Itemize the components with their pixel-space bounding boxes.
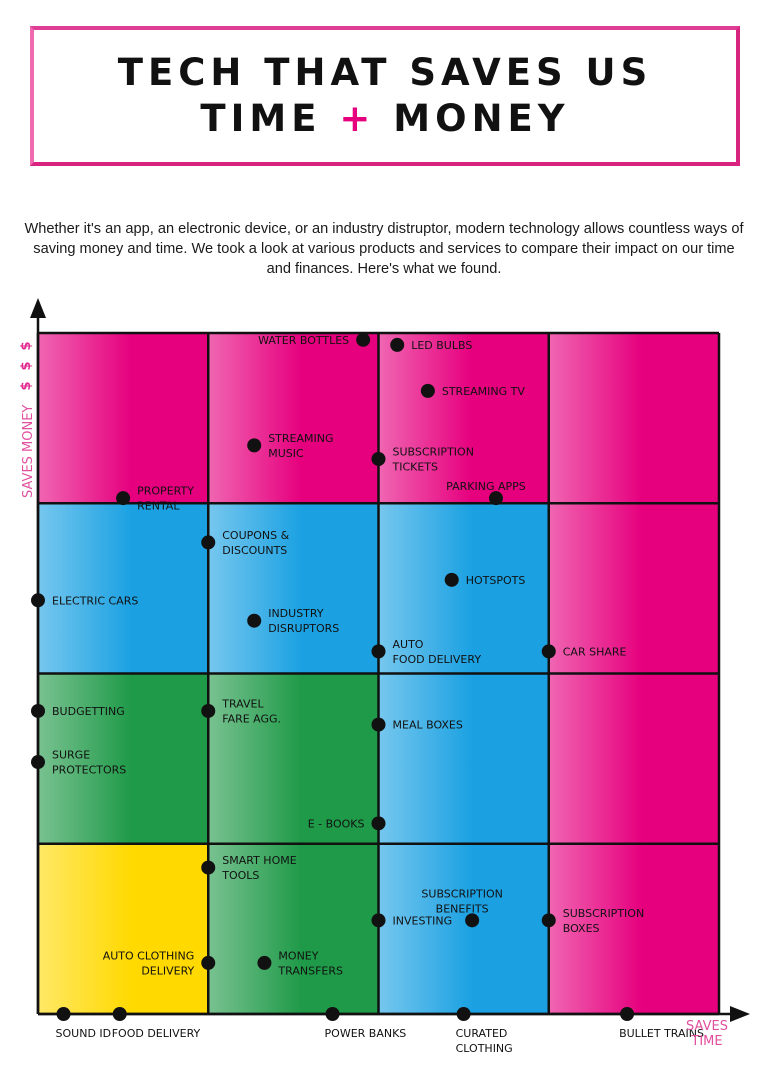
point-subscription-boxes — [542, 913, 556, 927]
point-label: WATER BOTTLES — [258, 333, 350, 347]
y-axis-arrow — [30, 298, 46, 318]
title-line-1: TECH THAT SAVES US — [117, 51, 653, 94]
point-investing — [372, 913, 386, 927]
point-label: POWER BANKS — [324, 1027, 407, 1040]
point-streaming-music — [247, 438, 261, 452]
intro-text: Whether it's an app, an electronic device, or an industry distruptor, modern technology allows countless ways of saving money and time. We took a look at various products and services to compare their impact on our time and finances. Here's what we found. — [24, 221, 744, 277]
point-subscription-tickets — [372, 452, 386, 466]
point-label: PARKING APPS — [446, 480, 526, 494]
point-label: STREAMING MUSIC — [268, 431, 334, 460]
point-label: CURATED CLOTHING — [455, 1027, 513, 1055]
point-label: SMART HOME TOOLS — [222, 854, 297, 883]
point-hotspots — [445, 573, 459, 587]
point-label: SUBSCRIPTION BENEFITS — [421, 887, 503, 916]
point-bullet-trains — [620, 1007, 634, 1021]
point-label: MEAL BOXES — [392, 718, 463, 732]
point-money-transfers — [257, 956, 271, 970]
point-property-rental — [116, 491, 130, 505]
point-label: PROPERTY RENTAL — [137, 484, 194, 513]
quadrant-cell-2-2 — [379, 674, 549, 844]
point-label: AUTO CLOTHING DELIVERY — [102, 949, 195, 978]
point-label: INDUSTRY DISRUPTORS — [268, 607, 340, 636]
point-meal-boxes — [372, 718, 386, 732]
point-coupons-discounts — [201, 535, 215, 549]
point-label: AUTO FOOD DELIVERY — [392, 637, 482, 666]
point-subscription-benefits — [465, 913, 479, 927]
quadrant-cell-0-2 — [379, 333, 549, 503]
point-label: BUDGETTING — [52, 704, 125, 718]
point-industry-disruptors — [247, 614, 261, 628]
point-curated-clothing — [457, 1007, 471, 1021]
point-label: CAR SHARE — [562, 645, 627, 659]
point-led-bulbs — [390, 338, 404, 352]
point-label: SUBSCRIPTION BOXES — [562, 906, 645, 935]
point-label: SUBSCRIPTION TICKETS — [392, 445, 474, 474]
point-smart-home-tools — [201, 861, 215, 875]
x-axis-arrow — [730, 1006, 750, 1022]
quadrant-cell-2-3 — [549, 674, 719, 844]
quadrant-cell-0-1 — [208, 333, 378, 503]
y-axis-dollar-mark: $ — [19, 361, 34, 371]
point-surge-protectors — [31, 755, 45, 769]
point-label: SURGE PROTECTORS — [52, 748, 127, 777]
point-label: MONEY TRANSFERS — [278, 949, 343, 978]
y-axis-label: SAVES MONEY — [21, 404, 36, 498]
quadrant-cell-0-3 — [549, 333, 719, 503]
quadrant-cell-0-0 — [38, 333, 208, 503]
point-food-delivery — [113, 1007, 127, 1021]
point-label: ELECTRIC CARS — [52, 594, 139, 608]
point-label: STREAMING TV — [441, 384, 525, 398]
point-label: INVESTING — [392, 914, 453, 928]
point-label: COUPONS & DISCOUNTS — [222, 528, 290, 557]
point-parking-apps — [489, 491, 503, 505]
y-axis-dollar-mark: $ — [19, 341, 34, 351]
point-label: FOOD DELIVERY — [111, 1027, 201, 1040]
point-power-banks — [326, 1007, 340, 1021]
y-axis-dollar-mark: $ — [19, 381, 34, 391]
point-water-bottles — [356, 333, 370, 347]
quadrant-cell-3-0 — [38, 844, 208, 1014]
point-auto-clothing-delivery — [201, 956, 215, 970]
point-travel-fare-agg- — [201, 704, 215, 718]
point-label: HOTSPOTS — [465, 573, 526, 587]
point-label: LED BULBS — [411, 338, 473, 352]
point-e-books — [372, 816, 386, 830]
point-electric-cars — [31, 593, 45, 607]
point-label: TRAVEL FARE AGG. — [222, 697, 282, 726]
title-time: TIME — [200, 97, 322, 140]
point-sound-id — [57, 1007, 71, 1021]
point-label: SOUND ID — [55, 1027, 112, 1040]
point-label: BULLET TRAINS — [619, 1027, 704, 1040]
point-streaming-tv — [421, 384, 435, 398]
point-budgetting — [31, 704, 45, 718]
title-plus: + — [339, 97, 376, 140]
quadrant-cell-1-0 — [38, 503, 208, 673]
title-money: MONEY — [393, 97, 570, 140]
x-axis-label: SAVES TIME — [686, 1019, 728, 1049]
point-car-share — [542, 644, 556, 658]
point-label: E - BOOKS — [307, 817, 365, 831]
point-auto-food-delivery — [372, 644, 386, 658]
quadrant-cell-3-2 — [379, 844, 549, 1014]
